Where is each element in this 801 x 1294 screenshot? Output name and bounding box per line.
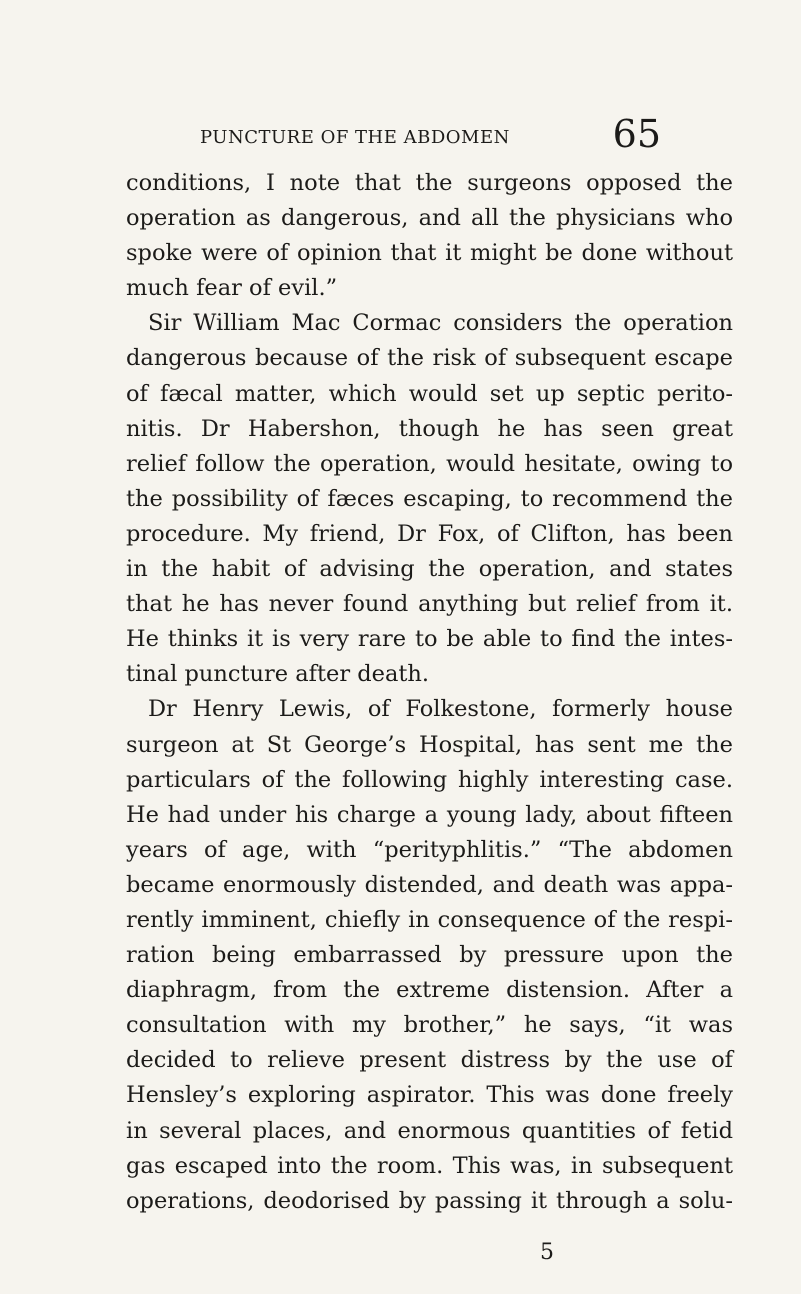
text-line: years of age, with “perityphlitis.” “The abdomen bbox=[126, 836, 733, 863]
text-line: Hensley’s exploring aspirator. This was done freely bbox=[126, 1082, 733, 1109]
text-line: surgeon at St George’s Hospital, has sent me the bbox=[126, 731, 733, 758]
text-line: rently imminent, chiefly in consequence of the respi- bbox=[126, 906, 733, 933]
text-line: the possibility of fæces escaping, to recommend the bbox=[126, 485, 733, 512]
page-number: 65 bbox=[612, 112, 661, 156]
text-line: procedure. My friend, Dr Fox, of Clifton, has been bbox=[126, 520, 733, 547]
text-line: in several places, and enormous quantities of fetid bbox=[126, 1117, 733, 1144]
text-line: decided to relieve present distress by the use of bbox=[126, 1047, 733, 1074]
text-line: particulars of the following highly interesting case. bbox=[126, 766, 733, 793]
text-line: conditions, I note that the surgeons opposed the bbox=[126, 170, 733, 196]
text-line: diaphragm, from the extreme distension. After a bbox=[126, 977, 733, 1004]
text-line: He had under his charge a young lady, about fifteen bbox=[126, 801, 733, 828]
text-line: spoke were of opinion that it might be done without bbox=[126, 240, 733, 267]
text-line: nitis. Dr Habershon, though he has seen great bbox=[126, 415, 733, 442]
text-line: in the habit of advising the operation, and states bbox=[126, 556, 733, 583]
text-line: He thinks it is very rare to be able to find the intes- bbox=[126, 626, 733, 653]
running-header: PUNCTURE OF THE ABDOMEN bbox=[200, 127, 510, 148]
text-line: consultation with my brother,” he says, “it was bbox=[126, 1012, 733, 1039]
text-line: ration being embarrassed by pressure upon the bbox=[126, 942, 733, 969]
text-line: Sir William Mac Cormac considers the operation bbox=[148, 310, 733, 337]
text-line: gas escaped into the room. This was, in subsequent bbox=[126, 1152, 733, 1179]
text-line: became enormously distended, and death was appa- bbox=[126, 871, 733, 898]
text-line: that he has never found anything but relief from it. bbox=[126, 591, 733, 618]
text-line: of fæcal matter, which would set up septic perito- bbox=[126, 380, 733, 407]
text-line: much fear of evil.” bbox=[126, 275, 338, 302]
text-line: dangerous because of the risk of subsequent escape bbox=[126, 345, 733, 372]
text-line: Dr Henry Lewis, of Folkestone, formerly house bbox=[148, 696, 733, 723]
signature-mark: 5 bbox=[540, 1240, 554, 1265]
text-line: relief follow the operation, would hesitate, owing to bbox=[126, 450, 733, 477]
body-text bbox=[126, 166, 733, 1219]
text-line: operations, deodorised by passing it through a solu- bbox=[126, 1187, 733, 1214]
text-line: tinal puncture after death. bbox=[126, 661, 430, 688]
text-line: operation as dangerous, and all the physicians who bbox=[126, 205, 733, 232]
